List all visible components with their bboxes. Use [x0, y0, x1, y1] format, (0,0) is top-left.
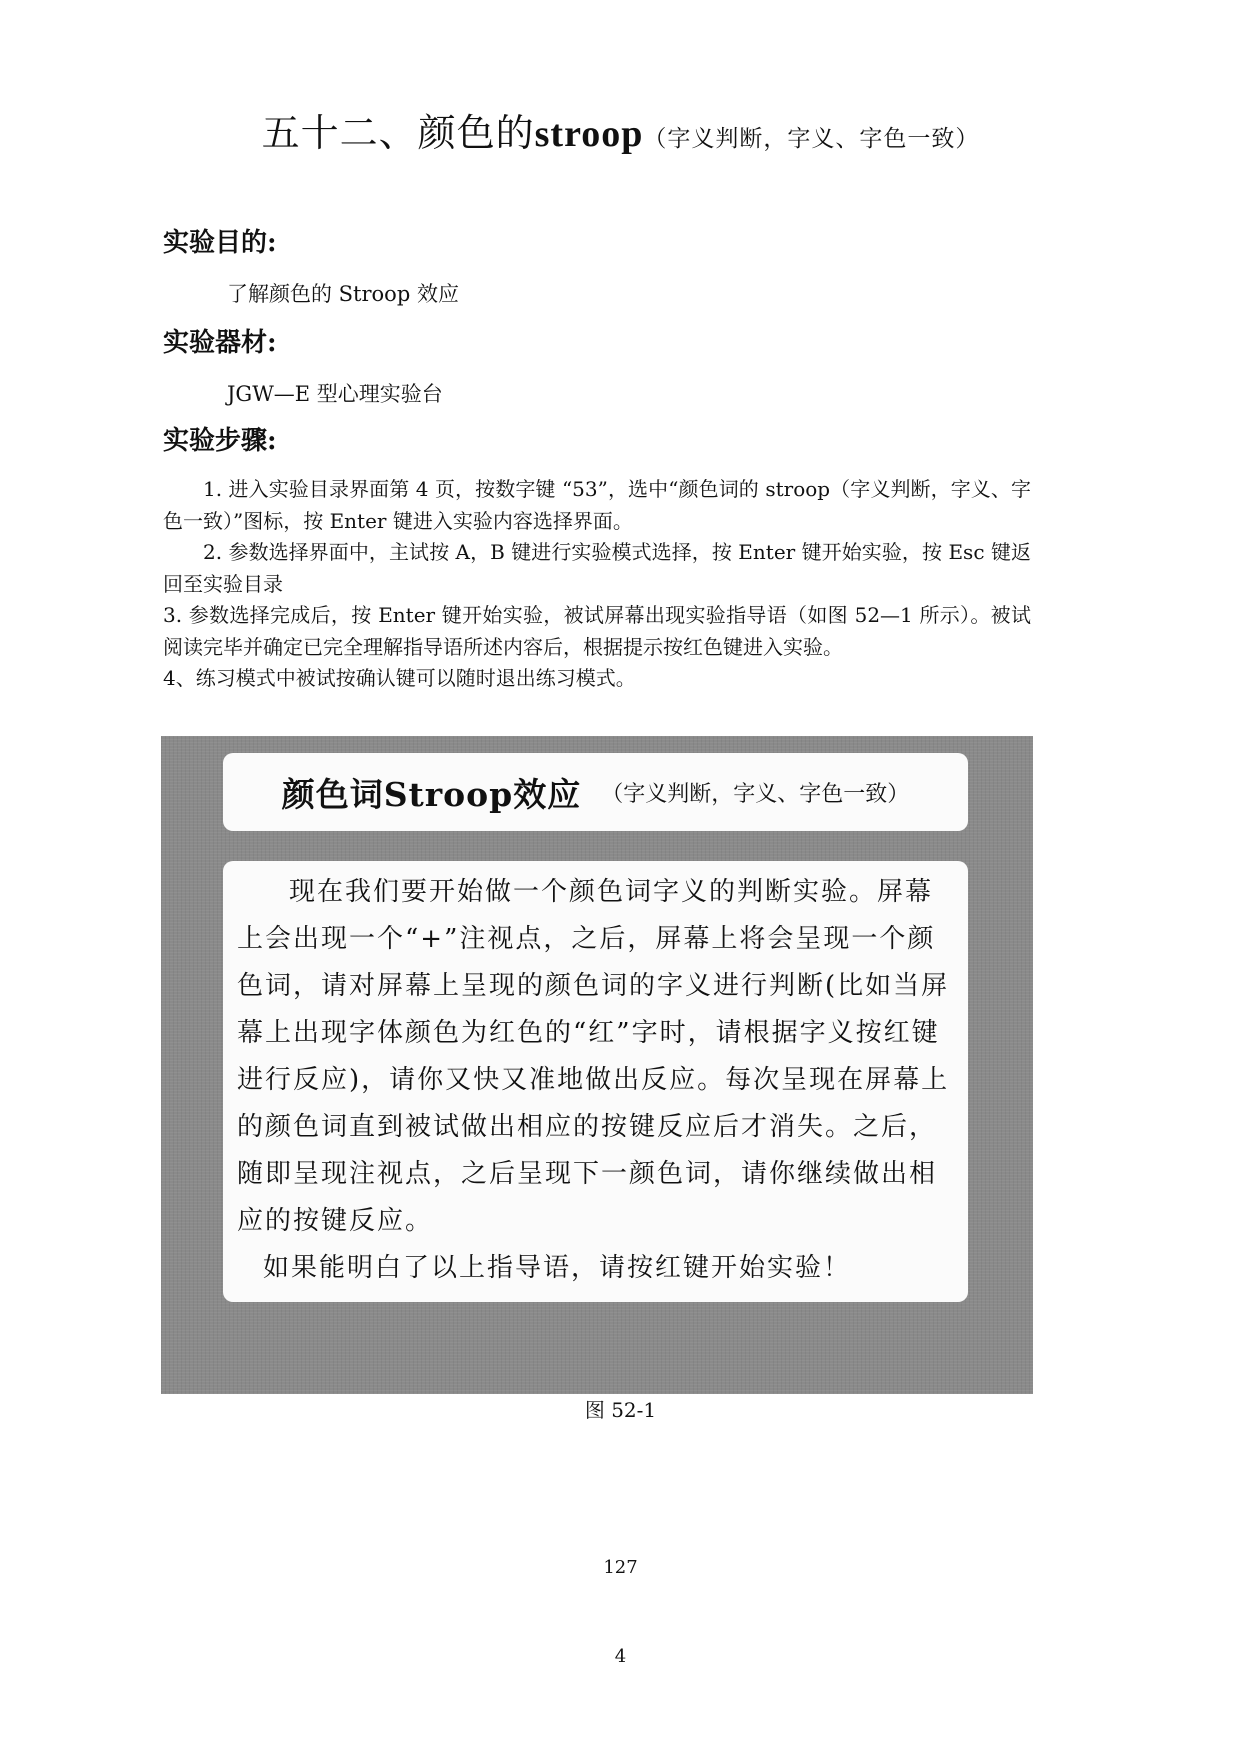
figure-title: 颜色词Stroop效应: [281, 774, 582, 814]
title-subtitle: （字义判断，字义、字色一致）: [643, 126, 980, 152]
step-item: 4、练习模式中被试按确认键可以随时退出练习模式。: [163, 666, 636, 690]
figure-subtitle: （字义判断，字义、字色一致）: [601, 781, 910, 807]
step-item: 2. 参数选择界面中，主试按 A，B 键进行实验模式选择，按 Enter 键开始实验，按 Esc 键返回至实验目录: [163, 540, 1031, 596]
page-number-secondary: 4: [614, 1646, 627, 1667]
purpose-heading: 实验目的:: [163, 228, 277, 258]
figure-caption: 图 52-1: [584, 1398, 657, 1422]
instruction-panel: [223, 861, 968, 1302]
step-item: 1. 进入实验目录界面第 4 页，按数字键 “53”，选中“颜色词的 stroop（字义判断，字义、字色一致）”图标，按 Enter 键进入实验内容选择界面。: [163, 477, 1031, 533]
figure-screenshot: [161, 736, 1033, 1394]
instruction-paragraph: 现在我们要开始做一个颜色词字义的判断实验。屏幕上会出现一个“+”注视点，之后，屏幕上将会呈现一个颜色词，请对屏幕上呈现的颜色词的字义进行判断(比如当屏幕上出现字体颜色为红色的“红”字时，请根据字义按红键进行反应)，请你又快又准地做出反应。每次呈现在屏幕上的颜色词直到被试做出相应的按键反应后才消失。之后，随即呈现注视点，之后呈现下一颜色词，请你继续做出相应的按键反应。: [237, 877, 950, 1236]
page-number: 127: [603, 1557, 638, 1578]
instruction-prompt: 如果能明白了以上指导语，请按红键开始实验！: [263, 1253, 852, 1283]
steps-list: [163, 474, 1031, 695]
equipment-heading: 实验器材:: [163, 328, 277, 358]
title-main: 五十二、颜色的: [261, 111, 535, 155]
figure-title-panel: [223, 753, 968, 831]
step-item: 3. 参数选择完成后，按 Enter 键开始实验，被试屏幕出现实验指导语（如图 52—1 所示）。被试阅读完毕并确定已完全理解指导语所述内容后，根据提示按红色键进入实验。: [163, 603, 1031, 659]
steps-heading: 实验步骤:: [163, 426, 277, 456]
title-latin: stroop: [534, 113, 644, 155]
purpose-text: 了解颜色的 Stroop 效应: [227, 282, 459, 306]
page-title: [0, 108, 1241, 164]
equipment-text: JGW—E 型心理实验台: [227, 382, 443, 406]
